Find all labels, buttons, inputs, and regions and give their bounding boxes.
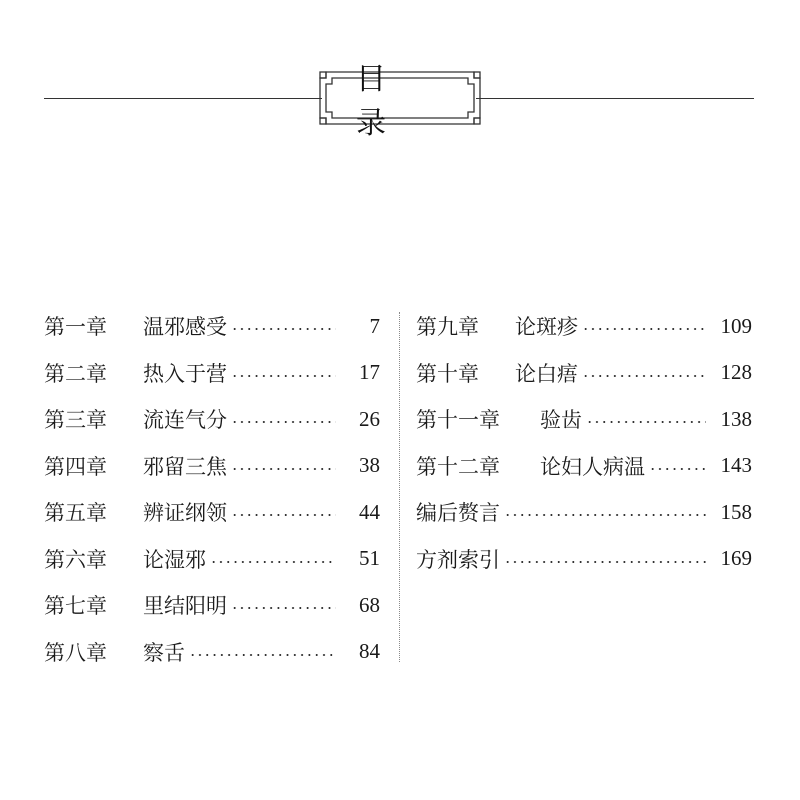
dot-leader — [649, 468, 706, 470]
chapter-title: 论湿邪 — [143, 547, 206, 572]
chapter-label: 第六章 — [44, 547, 107, 572]
chapter-label: 第五章 — [44, 501, 107, 526]
dot-leader — [231, 514, 336, 516]
chapter-title: 察舌 — [143, 640, 185, 665]
chapter-label: 第十一章 — [416, 408, 500, 433]
chapter-title: 验齿 — [540, 408, 582, 433]
toc-entry[interactable] — [416, 489, 752, 536]
chapter-label: 第一章 — [44, 315, 107, 340]
toc-entry[interactable] — [416, 350, 752, 397]
page-number: 51 — [359, 546, 380, 571]
chapter-label: 第三章 — [44, 408, 107, 433]
page-number: 26 — [359, 406, 380, 431]
chapter-title: 温邪感受 — [143, 315, 227, 340]
dot-leader — [231, 421, 336, 423]
page-number: 7 — [369, 313, 380, 338]
page-number: 128 — [720, 360, 752, 385]
chapter-label: 第十二章 — [416, 454, 500, 479]
dot-leader — [231, 607, 336, 609]
chapter-title: 流连气分 — [143, 408, 227, 433]
page-number: 17 — [359, 360, 380, 385]
dot-leader — [586, 421, 706, 423]
page-number: 158 — [720, 499, 752, 524]
chapter-title: 邪留三焦 — [143, 454, 227, 479]
header-rule-left — [44, 98, 322, 99]
chapter-label: 第八章 — [44, 640, 107, 665]
section-title: 编后赘言 — [416, 501, 500, 526]
section-title: 方剂索引 — [416, 547, 500, 572]
toc-column-right — [416, 303, 752, 582]
page-title: 目 录 — [356, 62, 468, 141]
toc-column-left — [44, 303, 380, 675]
chapter-title: 热入于营 — [143, 361, 227, 386]
chapter-label: 第七章 — [44, 594, 107, 619]
page-number: 38 — [359, 453, 380, 478]
page-number: 68 — [359, 592, 380, 617]
toc-entry[interactable] — [416, 303, 752, 350]
dot-leader — [231, 375, 336, 377]
chapter-title: 论白痦 — [515, 361, 578, 386]
chapter-title: 论斑疹 — [515, 315, 578, 340]
page-number: 169 — [720, 546, 752, 571]
dot-leader — [231, 328, 336, 330]
chapter-label: 第四章 — [44, 454, 107, 479]
chapter-label: 第九章 — [416, 315, 479, 340]
dot-leader — [231, 468, 336, 470]
page-number: 44 — [359, 499, 380, 524]
toc-entry[interactable] — [44, 629, 380, 676]
toc-entry[interactable] — [44, 350, 380, 397]
toc-entry[interactable] — [44, 489, 380, 536]
dot-leader — [189, 654, 336, 656]
toc-entry[interactable] — [416, 396, 752, 443]
toc-entry[interactable] — [44, 396, 380, 443]
dot-leader — [504, 561, 706, 563]
page-number: 109 — [720, 313, 752, 338]
dot-leader — [504, 514, 706, 516]
toc-entry[interactable] — [44, 443, 380, 490]
toc-entry[interactable] — [44, 582, 380, 629]
chapter-title: 辨证纲领 — [143, 501, 227, 526]
toc-entry[interactable] — [44, 536, 380, 583]
dot-leader — [582, 375, 706, 377]
chapter-title: 里结阳明 — [143, 594, 227, 619]
toc-header — [0, 60, 800, 141]
dot-leader — [210, 561, 336, 563]
toc-entry[interactable] — [416, 536, 752, 583]
page-number: 84 — [359, 639, 380, 664]
column-divider — [399, 312, 400, 662]
header-rule-right — [476, 98, 754, 99]
page-number: 143 — [720, 453, 752, 478]
chapter-label: 第二章 — [44, 361, 107, 386]
toc-entry[interactable] — [416, 443, 752, 490]
chapter-label: 第十章 — [416, 361, 479, 386]
chapter-title: 论妇人病温 — [540, 454, 645, 479]
toc-entry[interactable] — [44, 303, 380, 350]
dot-leader — [582, 328, 706, 330]
page-number: 138 — [720, 406, 752, 431]
